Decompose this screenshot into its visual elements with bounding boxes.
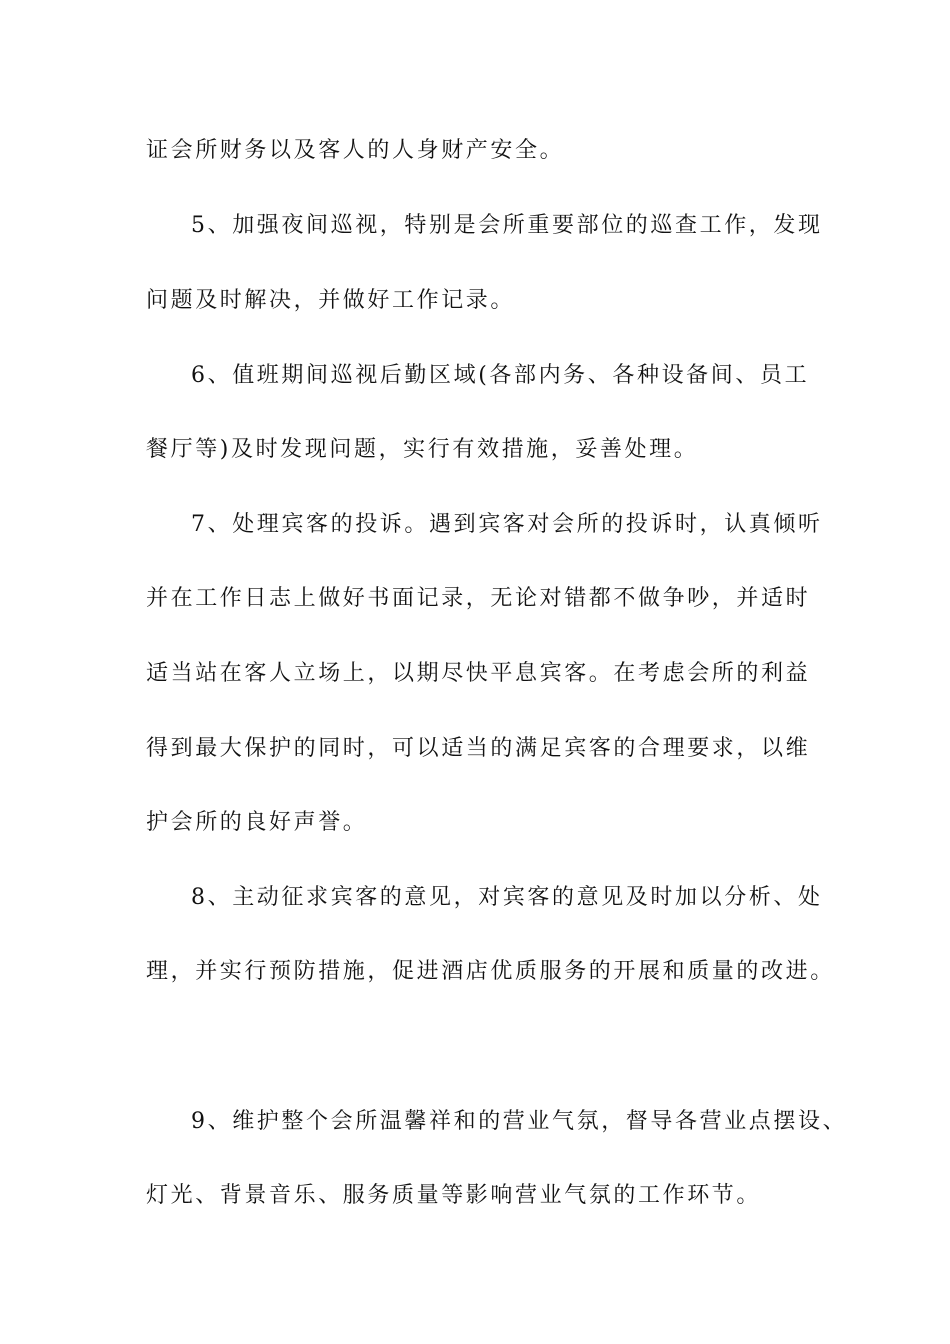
text-line: 问题及时解决，并做好工作记录。: [146, 288, 516, 313]
text-line: 餐厅等)及时发现问题，实行有效措施，妥善处理。: [146, 437, 699, 462]
text-line: 证会所财务以及客人的人身财产安全。: [146, 138, 565, 163]
text-line: 5、加强夜间巡视，特别是会所重要部位的巡查工作，发现: [191, 213, 823, 238]
text-line: 护会所的良好声誉。: [146, 810, 368, 835]
text-line: 8、主动征求宾客的意见，对宾客的意见及时加以分析、处: [191, 885, 823, 910]
text-line: 灯光、背景音乐、服务质量等影响营业气氛的工作环节。: [146, 1183, 762, 1208]
text-line: 6、值班期间巡视后勤区域(各部内务、各种设备间、员工: [191, 363, 810, 388]
text-line: 理，并实行预防措施，促进酒店优质服务的开展和质量的改进。: [146, 959, 835, 984]
text-line: 得到最大保护的同时，可以适当的满足宾客的合理要求，以维: [146, 736, 811, 761]
text-line: 7、处理宾客的投诉。遇到宾客对会所的投诉时，认真倾听: [191, 512, 823, 537]
text-line: 9、维护整个会所温馨祥和的营业气氛，督导各营业点摆设、: [191, 1109, 848, 1134]
text-line: 适当站在客人立场上，以期尽快平息宾客。在考虑会所的利益: [146, 661, 811, 686]
text-line: 并在工作日志上做好书面记录，无论对错都不做争吵，并适时: [146, 586, 811, 611]
